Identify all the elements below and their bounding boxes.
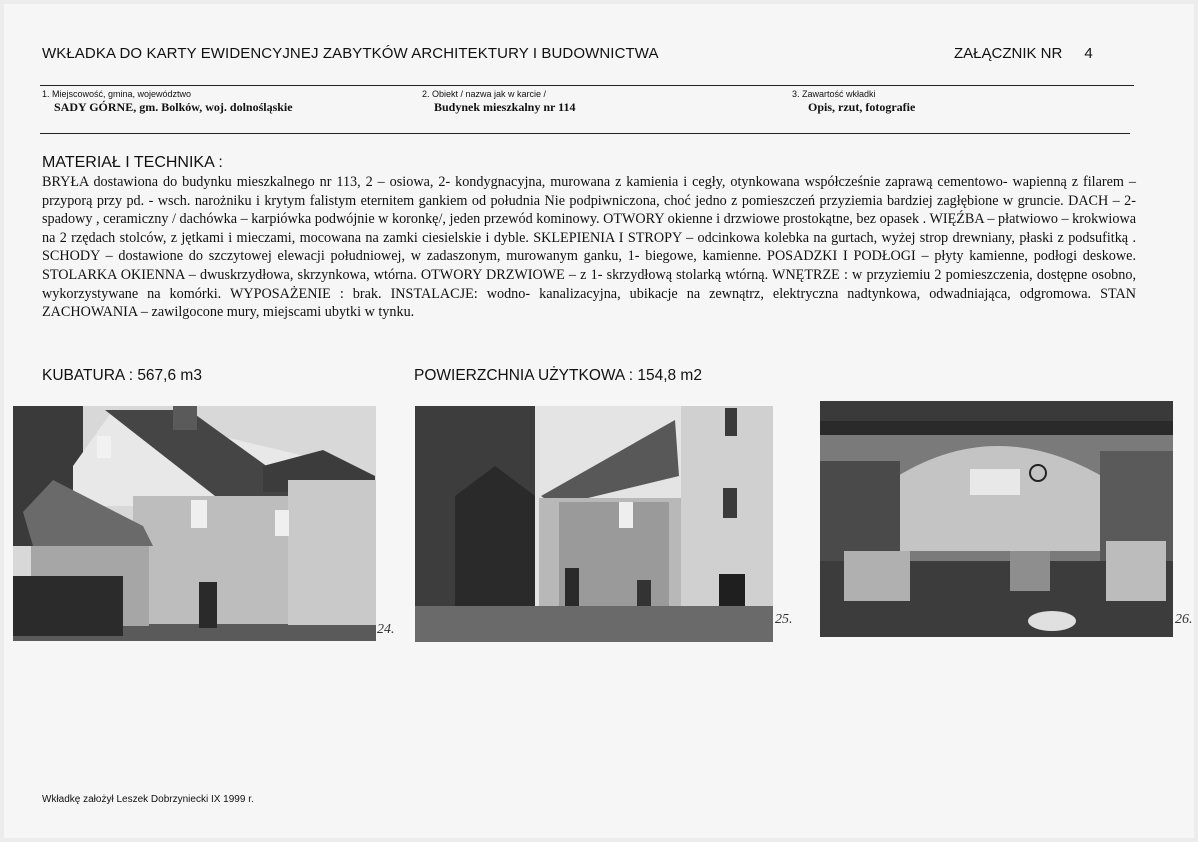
photo-number-24: 24. [377,622,395,637]
field-contents-label: 3. Zawartość wkładki [792,89,876,99]
field-contents-value: Opis, rzut, fotografie [808,100,916,114]
field-object [422,89,575,114]
field-contents [792,89,915,114]
photo-house-exterior-2 [415,406,773,642]
photo-vaulted-interior [820,401,1173,637]
attachment-label: ZAŁĄCZNIK NR [954,45,1063,62]
attachment-indicator [954,45,1093,62]
attachment-number: 4 [1084,45,1093,62]
photo-number-26: 26. [1175,612,1193,627]
fields-rule [40,133,1130,134]
field-object-value: Budynek mieszkalny nr 114 [434,100,576,114]
photo-number-25: 25. [775,612,793,627]
field-location-label: 1. Miejscowość, gmina, województwo [42,89,192,99]
field-object-label: 2. Obiekt / nazwa jak w karcie / [422,89,547,99]
document-title: WKŁADKA DO KARTY EWIDENCYJNEJ ZABYTKÓW ARCHITEKTURY I BUDOWNICTWA [42,45,659,62]
header-rule [40,85,1134,86]
section-title: MATERIAŁ I TECHNIKA : [42,154,223,171]
area-metric: POWIERZCHNIA UŻYTKOWA : 154,8 m2 [414,367,702,384]
field-location-value: SADY GÓRNE, gm. Bolków, woj. dolnośląskie [54,100,293,114]
volume-metric: KUBATURA : 567,6 m3 [42,367,202,384]
field-location [42,89,293,114]
footer-credit: Wkładkę założył Leszek Dobrzyniecki IX 1999 r. [42,794,254,805]
description-text: BRYŁA dostawiona do budynku mieszkalnego nr 113, 2 – osiowa, 2- kondygnacyjna, murowana z kamienia i cegły, otynkowana współcześnie zaprawą cementowo- wapienną z filarem – przyporą przy pd. - wsch. narożniku i krytym falistym eternitem gankiem od południa Nie podpiwniczona, choć jedno z pomieszczeń przyziemia bardziej zagłębione w gruncie. DACH – 2- spadowy , ceramiczny / dachówka – karpiówka podwójnie w koronkę/, jeden przewód kominowy. OTWORY okienne i drzwiowe prostokątne, bez opasek . WIĘŹBA – płatwiowo – krokwiowa na 2 rzędach stolców, z jętkami i mieczami, mocowana na zamki ciesielskie i dyble. SKLEPIENIA I STROPY – odcinkowa kolebka na gurtach, wyżej strop drewniany, płaski z podsufitką . SCHODY – dostawione do szczytowej elewacji południowej, w zadaszonym, murowanym ganku, 1- biegowe, kamienne. POSADZKI I PODŁOGI – płyty kamienne, podłogi deskowe. STOLARKA OKIENNA – dwuskrzydłowa, skrzynkowa, wtórna. OTWORY DRZWIOWE – z 1- skrzydłową stolarką wtórną. WNĘTRZE : w przyziemiu 2 pomieszczenia, dostępne osobno, wykorzystywane na komórki. WYPOSAŻENIE : brak. INSTALACJE: wodno- kanalizacyjna, ubikacje na zewnątrz, elektryczna nadtynkowa, odwadniająca, odgromowa. STAN ZACHOWANIA – zawilgocone mury, miejscami ubytki w tynku. [42,174,1136,321]
photo-house-exterior-1 [13,406,376,641]
